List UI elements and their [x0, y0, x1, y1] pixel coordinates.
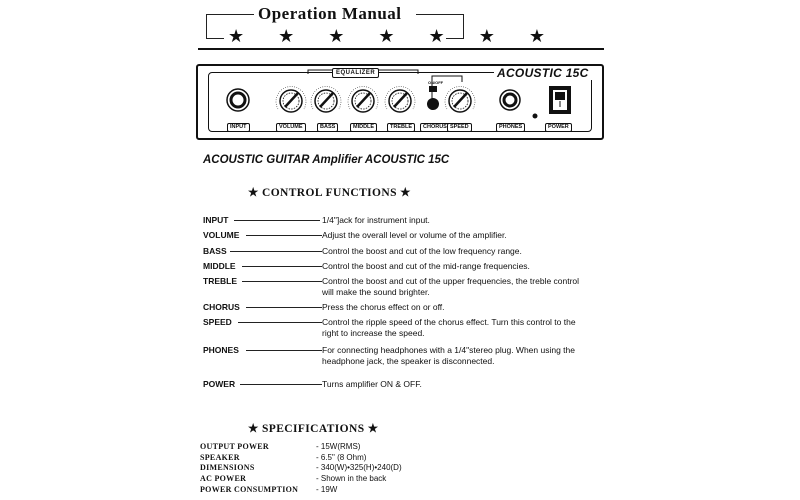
cf-desc: Turns amplifier ON & OFF.	[322, 379, 422, 389]
cf-leader	[242, 266, 322, 267]
spec-label: OUTPUT POWER	[200, 442, 270, 451]
specifications-heading: ★ SPECIFICATIONS ★	[248, 423, 379, 435]
cf-leader	[242, 281, 322, 282]
spec-value: - Shown in the back	[316, 474, 387, 483]
spec-value: - 6.5" (8 Ohm)	[316, 453, 367, 462]
spec-label: AC POWER	[200, 474, 247, 483]
panel-label-middle: MIDDLE	[350, 123, 377, 132]
cf-desc: 1/4"]ack for instrument input.	[322, 215, 430, 225]
input-jack-icon	[227, 89, 249, 111]
treble-knob-icon	[385, 87, 415, 112]
cf-leader	[238, 322, 322, 323]
cf-label: CHORUS	[203, 302, 240, 312]
cf-label: POWER	[203, 379, 236, 389]
spec-label: SPEAKER	[200, 453, 240, 462]
product-subtitle: ACOUSTIC GUITAR Amplifier ACOUSTIC 15C	[203, 154, 450, 166]
cf-label: INPUT	[203, 215, 229, 225]
equalizer-label: EQUALIZER	[332, 68, 379, 78]
control-functions-heading: ★ CONTROL FUNCTIONS ★	[248, 187, 411, 199]
spec-label: POWER CONSUMPTION	[200, 485, 299, 494]
power-switch-icon	[549, 86, 571, 114]
cf-leader	[230, 251, 322, 252]
chorus-button-icon	[427, 86, 439, 110]
cf-label: PHONES	[203, 345, 239, 355]
cf-leader	[246, 350, 322, 351]
cf-label: BASS	[203, 246, 227, 256]
brand-logo: ACOUSTIC 15C	[494, 66, 592, 80]
cf-label: TREBLE	[203, 276, 237, 286]
cf-desc: Adjust the overall level or volume of the amplifier.	[322, 230, 507, 240]
spec-value: - 19W	[316, 485, 338, 494]
spec-label: DIMENSIONS	[200, 463, 255, 472]
cf-desc: Control the boost and cut of the upper frequencies, the treble control will make the sound brighter.	[322, 276, 580, 297]
cf-leader	[240, 384, 322, 385]
cf-leader	[246, 235, 322, 236]
middle-knob-icon	[348, 87, 378, 112]
spec-value: - 15W(RMS)	[316, 442, 361, 451]
cf-label: VOLUME	[203, 230, 240, 240]
cf-desc: Control the ripple speed of the chorus effect. Turn this control to the right to increase the speed.	[322, 317, 576, 338]
volume-knob-icon	[276, 87, 306, 112]
panel-label-phones: PHONES	[496, 123, 525, 132]
bass-knob-icon	[311, 87, 341, 112]
panel-label-chorus: CHORUS	[420, 123, 450, 132]
panel-label-treble: TREBLE	[387, 123, 415, 132]
cf-desc: For connecting headphones with a 1/4"stereo plug. When using the headphone jack, the speaker is disconnected.	[322, 345, 575, 366]
page-title: Operation Manual	[258, 4, 402, 23]
cf-desc: Press the chorus effect on or off.	[322, 302, 445, 312]
cf-leader	[246, 307, 322, 308]
chorus-switch-label: ON/OFF	[428, 80, 444, 85]
power-led-icon	[533, 114, 538, 119]
star-row: ★ ★ ★ ★ ★ ★ ★	[228, 26, 560, 46]
cf-label: MIDDLE	[203, 261, 236, 271]
cf-desc: Control the boost and cut of the mid-range frequencies.	[322, 261, 530, 271]
panel-label-input: INPUT	[227, 123, 250, 132]
panel-label-speed: SPEED	[447, 123, 472, 132]
panel-label-power: POWER	[545, 123, 572, 132]
cf-label: SPEED	[203, 317, 232, 327]
phones-jack-icon	[500, 90, 520, 110]
speed-knob-icon	[445, 87, 475, 112]
cf-desc: Control the boost and cut of the low frequency range.	[322, 246, 522, 256]
panel-label-volume: VOLUME	[276, 123, 306, 132]
spec-value: - 340(W)•325(H)•240(D)	[316, 463, 402, 472]
panel-label-bass: BASS	[317, 123, 338, 132]
cf-leader	[234, 220, 320, 221]
